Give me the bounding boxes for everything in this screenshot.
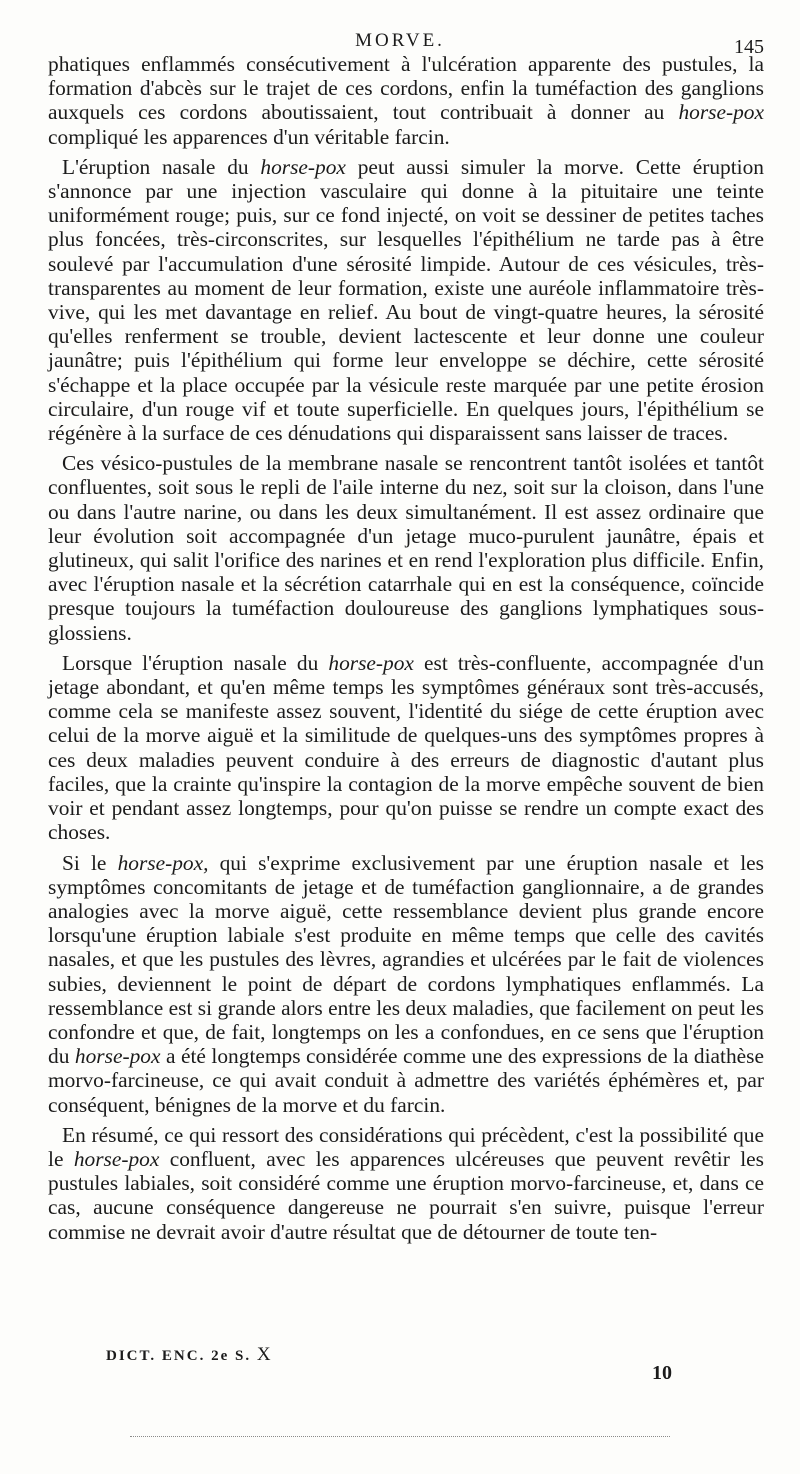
paragraph [48,451,764,645]
paragraph [48,155,764,445]
italic-term: horse-pox [678,100,764,125]
text-run: a été longtemps considérée comme une des expressions de la diathèse morvo-farcineuse, ce qui avait conduit à admettre des variétés éphémères et, par conséquent, bénignes de la morve et du farcin. [48,1044,764,1117]
sheet-number: 10 [652,1362,672,1384]
bottom-dotted-rule [130,1436,670,1439]
text-run: Lorsque l'éruption nasale du [62,650,329,675]
italic-term: horse-pox [73,1146,160,1171]
text-run: En résumé, ce qui ressort des considérations qui précèdent, c'est la possibilité que le [48,1122,764,1171]
text-run: Si le [62,850,118,875]
text-run: peut aussi simuler la morve. Cette éruption s'annonce par une injection vasculaire qui donne à la pituitaire une teinte uniformément rouge; puis, sur ce fond injecté, on voit se dessiner de petites taches plus foncées, très-circonscrites, sur lesquelles l'épithélium ne tarde pas à être soulevé par l'accumulation d'une sérosité limpide. Autour de ces vésicules, très-transparentes au moment de leur formation, existe une auréole inflammatoire très-vive, qui les met davantage en relief. Au bout de vingt-quatre heures, la sérosité qu'elles renferment se trouble, devient lactescente et leur donne une couleur jaunâtre; puis l'épithélium qui forme leur enveloppe se déchire, cette sérosité s'échappe et la place occupée par la vésicule reste marquée par une petite érosion circulaire, d'un rouge vif et toute superficielle. En quelques jours, l'épithélium se régénère à la surface de ces dénudations qui disparaissent sans laisser de traces. [48,154,764,446]
running-title: MORVE. [355,30,445,51]
paragraph [48,651,764,845]
text-run: phatiques enflammés consécutivement à l'ulcération apparente des pustules, la formation d'abcès sur le trajet de ces cordons, enfin la tuméfaction des ganglions auxquels ces cordons aboutissaient, tout contribuait à donner au [48,52,764,125]
text-run: Ces vésico-pustules de la membrane nasale se rencontrent tantôt isolées et tantôt confluentes, soit sous le repli de l'aile interne du nez, soit sur la cloison, dans l'une ou dans l'autre narine, ou dans les deux simultanément. Il est assez ordinaire que leur évolution soit accompagnée d'un jetage muco-purulent jaunâtre, épais et glutineux, qui salit l'orifice des narines et en rend l'exploration plus difficile. Enfin, avec l'éruption nasale et la sécrétion catarrhale qui en est la conséquence, coïncide presque toujours la tuméfaction douloureuse des ganglions lymphatiques sous-glossiens. [48,451,764,645]
italic-term: horse-pox, [117,850,209,875]
italic-term: horse-pox [328,650,414,675]
signature-volume: X [256,1344,271,1365]
text-run: compliqué les apparences d'un véritable farcin. [48,124,450,149]
paragraph [48,1123,764,1244]
page-number: 145 [734,36,764,58]
text-run: qui s'exprime exclusivement par une éruption nasale et les symptômes concomitants de jetage et de tuméfaction ganglionnaire, a de grandes analogies avec la morve aiguë, cette ressemblance devient plus grande encore lorsqu'une éruption labiale s'est produite en même temps que celle des cavités nasales, et que les pustules des lèvres, agrandies et ulcérées par le fait de violences subies, deviennent le point de départ de cordons lymphatiques enflammés. La ressemblance est si grande alors entre les deux maladies, que facilement on peut les confondre et que, de fait, longtemps on les a confondues, en ce sens que l'éruption du [48,850,764,1069]
text-run: L'éruption nasale du [62,154,261,179]
italic-term: horse-pox [260,154,346,179]
signature-text: DICT. ENC. 2e S. [106,1348,252,1364]
body-text [48,52,764,1250]
italic-term: horse-pox [74,1044,161,1069]
text-run: confluent, avec les apparences ulcéreuses que peuvent revêtir les pustules labiales, soit considéré comme une éruption morvo-farcineuse, et, dans ce cas, aucune conséquence dangereuse ne pourrait s'en suivre, puisque l'erreur commise ne devrait avoir d'autre résultat que de détourner de toute ten- [48,1146,764,1244]
signature-mark [106,1344,271,1366]
paragraph [48,52,764,149]
paragraph [48,851,764,1117]
text-run: est très-confluente, accompagnée d'un jetage abondant, et qu'en même temps les symptômes généraux sont très-accusés, comme cela se manifeste assez souvent, l'identité du siége de cette éruption avec celui de la morve aiguë et la similitude de quelques-uns des symptômes propres à ces deux maladies peuvent conduire à des erreurs de diagnostic d'autant plus faciles, que la crainte qu'inspire la contagion de la morve empêche souvent de bien voir et pendant assez longtemps, pour qu'on puisse se rendre un compte exact des choses. [48,650,764,845]
